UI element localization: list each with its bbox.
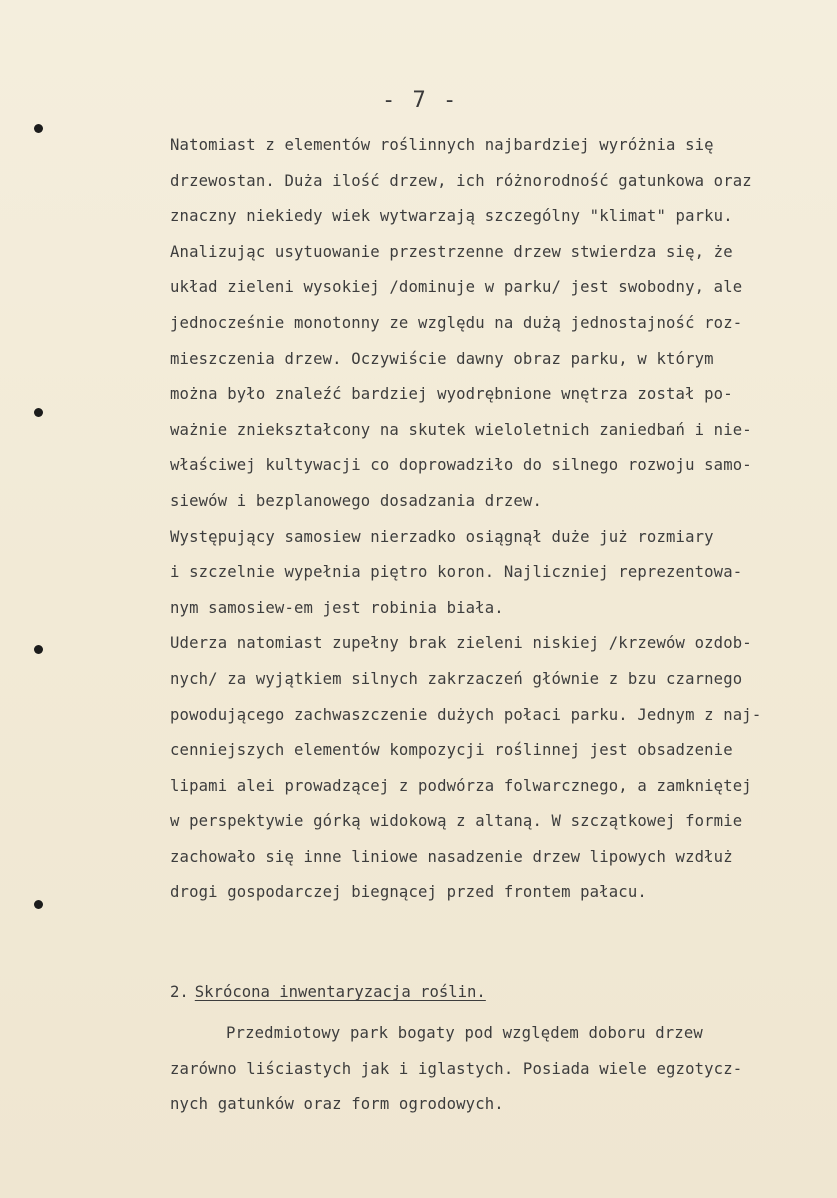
- text-line: cenniejszych elementów kompozycji roślinnej jest obsadzenie: [170, 741, 733, 760]
- text-line: drzewostan. Duża ilość drzew, ich różnorodność gatunkowa oraz: [170, 171, 752, 190]
- text-line: zachowało się inne liniowe nasadzenie drzew lipowych wzdłuż: [170, 847, 733, 866]
- text-line: lipami alei prowadzącej z podwórza folwarcznego, a zamkniętej: [170, 776, 752, 795]
- text-line: Analizując usytuowanie przestrzenne drzew stwierdza się, że: [170, 242, 733, 261]
- text-line: Uderza natomiast zupełny brak zieleni niskiej /krzewów ozdob-: [170, 634, 752, 653]
- binder-hole-mark: [34, 645, 43, 654]
- text-line: jednocześnie monotonny ze względu na dużą jednostajność roz-: [170, 313, 743, 332]
- text-line: można było znaleźć bardziej wyodrębnione wnętrza został po-: [170, 385, 733, 404]
- inventory-section: [170, 972, 830, 1123]
- text-line: w perspektywie górką widokową z altaną. W szczątkowej formie: [170, 812, 743, 831]
- text-line: Występujący samosiew nierzadko osiągnął duże już rozmiary: [170, 527, 714, 546]
- section-title: Skrócona inwentaryzacja roślin.: [194, 983, 486, 1001]
- text-line: znaczny niekiedy wiek wytwarzają szczególny "klimat" parku.: [170, 207, 733, 226]
- main-paragraph: [170, 128, 830, 911]
- binder-hole-mark: [34, 124, 43, 133]
- text-line: nych gatunków oraz form ogrodowych.: [170, 1095, 504, 1114]
- text-line: drogi gospodarczej biegnącej przed frontem pałacu.: [170, 883, 647, 902]
- text-line: ważnie zniekształcony na skutek wieloletnich zaniedbań i nie-: [170, 420, 752, 439]
- section-heading: [170, 972, 830, 1012]
- binder-hole-mark: [34, 408, 43, 417]
- text-line: powodującego zachwaszczenie dużych połaci parku. Jednym z naj-: [170, 705, 762, 724]
- binder-hole-mark: [34, 900, 43, 909]
- text-line: zarówno liściastych jak i iglastych. Posiada wiele egzotycz-: [170, 1059, 743, 1078]
- section-number: 2.: [170, 983, 189, 1001]
- text-line: nym samosiew-em jest robinia biała.: [170, 598, 504, 617]
- text-line: właściwej kultywacji co doprowadziło do silnego rozwoju samo-: [170, 456, 752, 475]
- text-line: i szczelnie wypełnia piętro koron. Najliczniej reprezentowa-: [170, 563, 743, 582]
- text-line: siewów i bezplanowego dosadzania drzew.: [170, 491, 542, 510]
- text-line: mieszczenia drzew. Oczywiście dawny obraz parku, w którym: [170, 349, 714, 368]
- text-line: układ zieleni wysokiej /dominuje w parku/ jest swobodny, ale: [170, 278, 743, 297]
- text-line: Przedmiotowy park bogaty pod względem doboru drzew: [226, 1024, 703, 1042]
- text-line: nych/ za wyjątkiem silnych zakrzaczeń głównie z bzu czarnego: [170, 669, 743, 688]
- text-line: Natomiast z elementów roślinnych najbardziej wyróżnia się: [170, 136, 714, 154]
- section-paragraph: [170, 1016, 830, 1123]
- page-number: - 7 -: [382, 88, 459, 113]
